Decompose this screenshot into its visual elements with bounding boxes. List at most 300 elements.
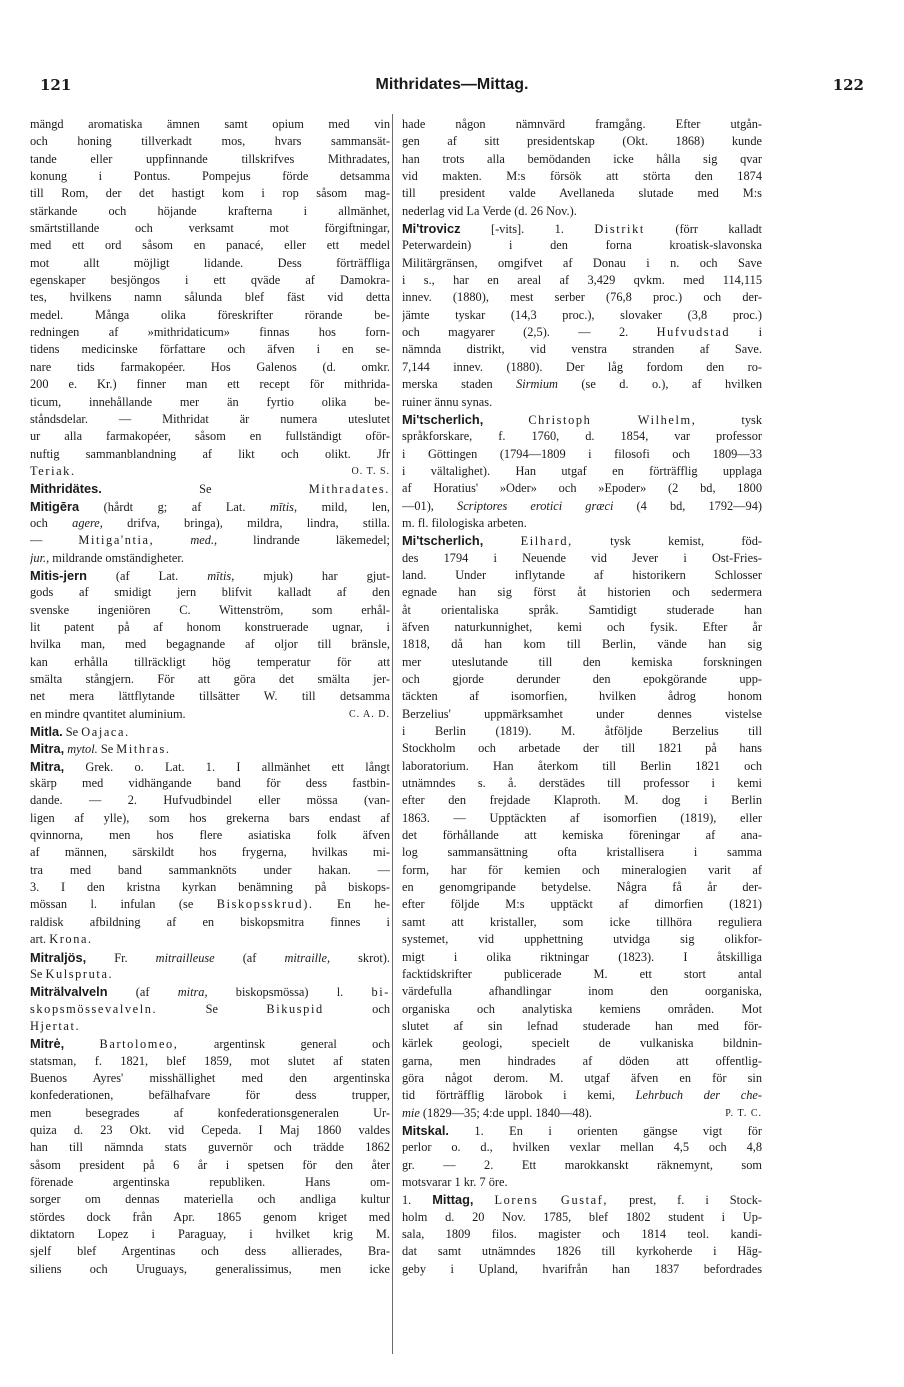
text-line xyxy=(30,515,390,532)
text-run: mytol. xyxy=(67,742,98,757)
text-line xyxy=(402,1053,762,1070)
text-line xyxy=(30,1087,390,1104)
text-line xyxy=(30,1191,390,1208)
text-line xyxy=(402,341,762,358)
text-line xyxy=(402,463,762,480)
text-line xyxy=(30,810,390,827)
text-line xyxy=(402,376,762,393)
text-line xyxy=(30,532,390,549)
text-run: nämnda distrikt, vid venstra stranden af Save. xyxy=(402,342,762,357)
text-run: (af xyxy=(107,985,178,1000)
text-line xyxy=(402,498,762,515)
text-run: [-vits]. 1. xyxy=(460,222,595,237)
entry-headword: Mitrė, xyxy=(30,1036,65,1052)
text-run: slutet af sin lefnad studerade han med för- xyxy=(402,1018,762,1033)
text-run: Peterwardein) i den forna kroatisk-slavonska xyxy=(402,238,762,253)
text-line xyxy=(402,116,762,133)
text-run: m. fl. filologiska arbeten. xyxy=(402,515,527,530)
text-run: Distrikt xyxy=(594,222,645,237)
text-run: Kulspruta. xyxy=(45,966,114,981)
text-run: Mithradates. xyxy=(308,482,390,497)
text-run: gen af sitt presidentskap (Okt. 1868) kunde xyxy=(402,134,762,149)
text-run: dat samt utnämndes 1826 till kyrkoherde i Häg- xyxy=(402,1244,762,1259)
text-run: sala, 1809 filos. magister och 1814 teol. kandi- xyxy=(402,1227,762,1241)
text-run: Se xyxy=(30,966,46,981)
text-run xyxy=(64,1037,99,1051)
text-run: konfederationen, befälhafvare för dess trupper, xyxy=(30,1088,390,1103)
text-line xyxy=(30,688,390,705)
text-run: raldisk afbildning af en biskopsmitra finnes i xyxy=(30,914,390,929)
running-title: Mithridates—Mittag. xyxy=(375,76,529,93)
text-line xyxy=(402,289,762,306)
text-line xyxy=(30,1261,390,1278)
text-line xyxy=(402,1261,762,1278)
entry-headword: Mitraljös, xyxy=(30,949,87,965)
text-run: net mera lättflytande tillsätter W. till detsamma xyxy=(30,689,390,704)
text-run: ur alla farmakopéer, såsom en fullständigt oför- xyxy=(30,429,390,444)
text-line xyxy=(402,255,762,272)
author-signature: P. T. C. xyxy=(725,1107,762,1119)
text-run: han trots alla bemödanden icke hålla sig qvar xyxy=(402,151,762,166)
entry-headword: Mitra, xyxy=(30,741,65,757)
left-column xyxy=(30,116,390,1278)
text-run: egnade han sig först åt historien och sedermera xyxy=(402,585,762,600)
text-run: 1. En i orienten gängse vigt för xyxy=(448,1123,762,1138)
text-run: nare tids farmakopéer. Hos Galenos (d. omkr. xyxy=(30,359,390,374)
text-line xyxy=(402,480,762,497)
text-run: mitrailleuse xyxy=(155,950,215,965)
page-number-left: 121 xyxy=(40,76,72,94)
text-run: en mindre qvantitet aluminium. xyxy=(30,706,186,721)
text-run: Militärgränsen, omgifvet af Donau i n. och Save xyxy=(402,255,762,270)
text-line xyxy=(30,307,390,324)
text-run: i s., har en areal af 3,429 qvkm. med 114,115 xyxy=(402,273,762,288)
text-run: ståndsdelar. — Mithridat är numera uteslutet xyxy=(30,411,390,426)
text-line xyxy=(30,359,390,376)
text-run: — xyxy=(30,533,79,548)
text-run: kan erhålla tillräckligt hög temperatur för att xyxy=(30,654,390,669)
text-line xyxy=(30,584,390,601)
text-run: (förr kalladt xyxy=(644,222,762,237)
text-run: mössan l. infulan (se xyxy=(30,897,217,912)
text-run: quiza d. 23 Okt. vid Cepeda. I Maj 1860 valdes xyxy=(30,1122,390,1137)
text-run: holm d. 20 Nov. 1785, blef 1802 student i Up- xyxy=(402,1209,762,1224)
text-run: geby i Upland, hvarifrån han 1837 befordrades xyxy=(402,1261,762,1276)
text-run: tysk kemist, föd- xyxy=(572,534,762,549)
text-run: Fr. xyxy=(86,950,156,965)
text-line xyxy=(30,1105,390,1122)
text-line xyxy=(402,671,762,688)
text-run: mitra, xyxy=(177,985,208,1000)
text-line xyxy=(30,723,390,740)
text-run: Sirmium xyxy=(516,377,558,392)
text-run: form, har för kemien och mineralogien varit af xyxy=(402,862,762,877)
text-run: systemet, vid upphettning utvidga sig olikfor- xyxy=(402,932,762,947)
text-line xyxy=(402,723,762,740)
text-line xyxy=(402,688,762,705)
text-line xyxy=(402,966,762,983)
text-line xyxy=(30,203,390,220)
text-line xyxy=(30,220,390,237)
text-line xyxy=(30,272,390,289)
text-run: smälta stångjern. För att göra det smälta jer- xyxy=(30,672,390,686)
entry-headword: Mitra, xyxy=(30,758,65,774)
entry-headword: Mitis-jern xyxy=(30,567,87,583)
text-line xyxy=(402,792,762,809)
text-line xyxy=(402,133,762,150)
text-run: åt orientaliska språk. Samtidigt studerade han xyxy=(402,602,762,617)
text-run: des 1794 i Neuende vid Jever i Ost-Fries- xyxy=(402,550,762,565)
text-line xyxy=(402,185,762,202)
text-run: smärtstillande och verksamt mot förgiftningar, xyxy=(30,221,390,236)
text-run: jämte tyskar (14,3 proc.), slovaker (3,8 proc.) xyxy=(402,307,762,322)
text-line xyxy=(30,706,390,723)
text-run: lit patent på af honom konstruerade ugnar, i xyxy=(30,619,390,634)
text-run: mängd aromatiska ämnen samt opium med vin xyxy=(30,117,390,131)
text-run: Bartolomeo, xyxy=(99,1037,179,1052)
text-line xyxy=(402,931,762,948)
column-divider xyxy=(392,114,393,1354)
text-line xyxy=(402,428,762,445)
text-run: ruiner ännu synas. xyxy=(402,394,493,409)
page-number-right: 122 xyxy=(832,76,864,94)
text-line xyxy=(30,255,390,272)
text-line xyxy=(30,1174,390,1191)
text-run xyxy=(154,533,190,547)
entry-headword: Mi'trovicz xyxy=(402,221,461,237)
text-run: Biskopsskrud). xyxy=(216,897,314,912)
text-line xyxy=(402,1226,762,1243)
text-run: Bikuspid xyxy=(266,1001,324,1016)
text-line xyxy=(402,1139,762,1156)
text-run: tra med band sammanknöts under hakan. — xyxy=(30,862,390,877)
text-run: skrot). xyxy=(330,950,390,965)
text-line xyxy=(402,532,762,549)
text-run: gods af smidigt jern blifvit kalladt af den xyxy=(30,585,390,600)
text-line xyxy=(30,949,390,966)
text-line xyxy=(30,480,390,497)
text-run: med ett ord såsom en panacé, eller ett medel xyxy=(30,238,390,253)
text-run: medel. Många olika föreskrifter rörande be- xyxy=(30,307,390,322)
text-run: stärkande och höjande krafterna i allmänhet, xyxy=(30,203,390,218)
text-line xyxy=(30,151,390,168)
text-line xyxy=(402,324,762,341)
text-run: log sammansättning ofta kristallisera i samma xyxy=(402,845,762,860)
text-run: bi- xyxy=(371,985,390,1000)
text-run: med., xyxy=(190,533,218,548)
text-run: diktatorn Lopez i Paraguay, i hvilket krig M. xyxy=(30,1227,390,1241)
text-run: till Rom, der det hastigt kom i rop såsom mag- xyxy=(30,186,390,201)
text-run: nederlag vid La Verde (d. 26 Nov.). xyxy=(402,203,577,218)
text-run: sjelf blef Argentinas och dess allierades, Bra- xyxy=(30,1244,390,1259)
text-run: art. xyxy=(30,932,50,947)
text-line xyxy=(30,1157,390,1174)
text-run: 7,144 innev. (1880). Der låg fordom den ro- xyxy=(402,359,762,374)
text-run: Grek. o. Lat. 1. I allmänhet ett långt xyxy=(64,759,390,774)
text-run: ticum, innehållande mer än fyrtio olika be- xyxy=(30,394,390,409)
right-column xyxy=(402,116,762,1278)
text-line xyxy=(30,914,390,931)
author-signature: C. A. D. xyxy=(348,708,390,720)
text-run: Christoph Wilhelm, xyxy=(528,412,697,427)
text-run: mītis, xyxy=(269,499,298,514)
text-line xyxy=(402,1087,762,1104)
text-run: Lehrbuch der che- xyxy=(635,1088,762,1103)
text-line xyxy=(30,1018,390,1035)
text-run: statsman, f. 1821, blef 1859, mot slutet af staten xyxy=(30,1053,390,1068)
text-run: laboratorium. Han återkom till Berlin 1821 och xyxy=(402,758,762,773)
entry-headword: Mitskal. xyxy=(402,1122,449,1138)
text-line xyxy=(30,341,390,358)
text-line xyxy=(30,428,390,445)
text-line xyxy=(30,758,390,775)
text-run: Eilhard, xyxy=(520,534,573,549)
text-run: En he- xyxy=(313,897,390,912)
page-header xyxy=(40,76,864,100)
text-run: Krona. xyxy=(49,932,93,947)
text-run: svenske ingeniören C. Wittenström, som erhål- xyxy=(30,602,390,617)
text-run: af männen, särskildt hos frygerna, hvilkas mi- xyxy=(30,845,390,860)
text-run: Hufvudstad xyxy=(656,325,731,340)
text-run: värdefulla afhandlingar inom den oorganiska, xyxy=(402,984,762,999)
text-run: sorger om dennas materiella och andliga kultur xyxy=(30,1192,390,1207)
text-line xyxy=(30,1053,390,1070)
text-run: 3. I den kristna kyrkan benämning på biskops- xyxy=(30,880,390,895)
text-line xyxy=(30,133,390,150)
text-run: men besegrades af konfederationsgeneralen Ur- xyxy=(30,1105,390,1120)
text-line xyxy=(402,1001,762,1018)
text-run: organiska och analytiska kemiens områden. Mot xyxy=(402,1001,762,1016)
text-line xyxy=(402,775,762,792)
text-line xyxy=(402,1035,762,1052)
entry-headword: Mi'tscherlich, xyxy=(402,411,484,427)
text-line xyxy=(30,1226,390,1243)
text-run: ligen af ylle), som hos grekerna bars endast af xyxy=(30,810,390,825)
text-run: mild, len, xyxy=(297,499,390,514)
text-run: Se xyxy=(97,742,117,757)
text-run: och xyxy=(323,1001,390,1016)
text-run: dande. — 2. Hufvudbindel eller mössa (van- xyxy=(30,793,390,808)
text-line xyxy=(30,740,390,757)
text-line xyxy=(30,792,390,809)
text-run: utnämndes s. å. derstädes till professor i kemi xyxy=(402,776,762,791)
text-line xyxy=(30,394,390,411)
text-line xyxy=(402,654,762,671)
text-run: (hårdt g; af Lat. xyxy=(79,499,270,514)
text-run: skopsmössevalveln. xyxy=(30,1001,158,1016)
text-line xyxy=(402,1209,762,1226)
text-run: mjuk) har gjut- xyxy=(234,568,390,583)
text-run: konung i Pontus. Pompejus förde detsamma xyxy=(30,169,390,184)
entry-headword: Mitla. xyxy=(30,724,63,740)
text-line xyxy=(402,914,762,931)
text-line xyxy=(30,619,390,636)
text-run: innev. (1880), mest serber (76,8 proc.) och der- xyxy=(402,290,762,305)
text-run: äfven naturkunnighet, kemi och fysik. Efter år xyxy=(402,619,762,634)
entry-headword: Mithridätes. xyxy=(30,481,102,497)
text-line xyxy=(402,844,762,861)
text-line xyxy=(30,1122,390,1139)
text-run: mer uteslutande till den kemiska forskningen xyxy=(402,654,762,669)
text-run xyxy=(483,534,520,548)
text-run: hvilka man, med begagnande af oljor till bränsle, xyxy=(30,637,390,652)
text-run: Se xyxy=(157,1001,267,1016)
text-line xyxy=(402,983,762,1000)
entry-headword: Mittag, xyxy=(432,1192,474,1208)
text-run: migt i olika riktningar (1823). I åtskilliga xyxy=(402,949,762,964)
text-line xyxy=(30,862,390,879)
text-run: prest, f. i Stock- xyxy=(608,1193,762,1208)
text-line xyxy=(30,896,390,913)
text-run: i xyxy=(730,325,762,340)
text-run: tysk xyxy=(696,412,762,427)
text-run: 1863. — Upptäckten af isomorfien (1819), eller xyxy=(402,810,762,825)
text-line xyxy=(402,584,762,601)
text-run: facktidskrifter publicerade M. ett stort antal xyxy=(402,966,762,981)
text-line xyxy=(30,827,390,844)
text-line xyxy=(402,550,762,567)
text-run: Se xyxy=(101,482,309,497)
text-run: i Berlin (1819). M. åtföljde Berzelius till xyxy=(402,724,762,739)
text-line xyxy=(30,654,390,671)
text-run: garna, men hindrades af döden att offentlig- xyxy=(402,1053,762,1068)
text-run: hade någon nämnvärd framgång. Efter utgån- xyxy=(402,117,762,131)
text-line xyxy=(30,463,390,480)
text-run: merska staden xyxy=(402,377,517,392)
text-line xyxy=(402,237,762,254)
text-run: (af xyxy=(214,950,285,965)
text-line xyxy=(402,758,762,775)
text-run: Stockholm och arbetade der till 1821 på hans xyxy=(402,741,762,756)
text-run: i vältalighet). Han utgaf en förträfflig upplaga xyxy=(402,463,762,478)
text-run: af Horatius' »Oder» och »Epoder» (2 bd, 1800 xyxy=(402,481,762,496)
text-line xyxy=(30,671,390,688)
text-run: det förhållande att kemiska föreningar af ana- xyxy=(402,828,762,843)
text-run: Mitiga'ntia, xyxy=(78,533,155,548)
text-run: i Göttingen (1794—1809 i filosofi och 1809—33 xyxy=(402,446,762,461)
text-run: till president valde Avellaneda slutade med M:s xyxy=(402,186,762,201)
text-run: tes, hvilkens namn sålunda blef fäst vid detta xyxy=(30,290,390,305)
text-run: qvinnorna, men hos flere asiatiska folk äfven xyxy=(30,828,390,843)
entry-headword: Mitigēra xyxy=(30,498,80,514)
text-line xyxy=(30,879,390,896)
text-line xyxy=(30,844,390,861)
text-run: , mildrande omständigheter. xyxy=(46,550,184,565)
text-run: mītis, xyxy=(207,568,235,583)
text-line xyxy=(30,498,390,515)
text-run: tid förträfflig lärobok i kemi, xyxy=(402,1088,636,1103)
text-line xyxy=(402,1018,762,1035)
text-line xyxy=(402,879,762,896)
text-line xyxy=(402,220,762,237)
text-run: efter den frejdade Klaproth. M. dog i Berlin xyxy=(402,793,762,808)
text-run: redningen af »mithridaticum» finnas hos forn- xyxy=(30,325,390,340)
text-run: språkforskare, f. 1760, d. 1854, var professor xyxy=(402,429,762,444)
text-line xyxy=(30,289,390,306)
text-line xyxy=(30,1139,390,1156)
text-line xyxy=(30,1070,390,1087)
text-line xyxy=(30,1209,390,1226)
text-run: 1818, då han kom till Berlin, vände han sig xyxy=(402,637,762,652)
text-run: stördes dock från Apr. 1865 genom kriget med xyxy=(30,1209,390,1224)
text-run: han till nämnda stats guvernör och trädde 1862 xyxy=(30,1140,390,1155)
entry-headword: Miträlvalveln xyxy=(30,984,108,1000)
text-run: efter följde M:s upptäckt af dimorfien (1821) xyxy=(402,897,762,912)
text-run: mitraille, xyxy=(284,950,331,965)
text-line xyxy=(402,1105,762,1122)
text-run: och honing tillverkadt mos, hvars sammansät- xyxy=(30,134,390,149)
text-line xyxy=(402,1070,762,1087)
text-line xyxy=(402,394,762,411)
text-line xyxy=(402,151,762,168)
text-line xyxy=(30,116,390,133)
text-line xyxy=(30,237,390,254)
text-run: nuftig sammanblandning af likt och olikt. Jfr xyxy=(30,446,390,461)
text-line xyxy=(402,1174,762,1191)
text-run: agere, xyxy=(72,515,103,530)
text-line xyxy=(402,446,762,463)
text-run: Scriptores erotici græci xyxy=(457,498,614,513)
text-run: Se xyxy=(62,725,82,740)
text-run: Mithras. xyxy=(116,742,171,757)
text-run: och gjorde derunder den epokgörande upp- xyxy=(402,672,762,686)
text-line xyxy=(30,376,390,393)
text-line xyxy=(402,740,762,757)
text-run: Hjertat. xyxy=(30,1018,81,1033)
text-line xyxy=(30,1001,390,1018)
entry-headword: Mi'tscherlich, xyxy=(402,533,484,549)
text-line xyxy=(402,359,762,376)
text-run: och magyarer (2,5). — 2. xyxy=(402,325,657,340)
text-run: egenskaper besjöngos i ett qväde af Damokra- xyxy=(30,273,390,288)
text-run: gr. — 2. Ett marokkanskt räknemynt, som xyxy=(402,1157,762,1172)
text-run: jur. xyxy=(30,550,47,565)
text-run: förenade argentinska republiken. Hans om- xyxy=(30,1174,390,1189)
text-run: mot allt möjligt lidande. Dess förträffliga xyxy=(30,255,390,270)
text-line xyxy=(30,550,390,567)
author-signature: O. T. S. xyxy=(351,465,390,477)
text-line xyxy=(30,168,390,185)
text-line xyxy=(30,1243,390,1260)
text-line xyxy=(30,983,390,1000)
text-line xyxy=(30,324,390,341)
text-run: 1. xyxy=(402,1193,433,1208)
text-run: land. Under inflytande af historikern Schlosser xyxy=(402,567,762,582)
text-run: 200 e. Kr.) finner man ett recept för mithrida- xyxy=(30,377,390,392)
text-run: en genomgripande betydelse. Några få år der- xyxy=(402,880,762,895)
text-line xyxy=(402,515,762,532)
text-line xyxy=(402,1157,762,1174)
text-run xyxy=(473,1193,494,1207)
text-line xyxy=(402,619,762,636)
text-line xyxy=(402,827,762,844)
text-line xyxy=(402,706,762,723)
text-line xyxy=(30,602,390,619)
text-run: siliens och Uruguays, generalissimus, men icke xyxy=(30,1261,390,1276)
text-run: vid makten. M:s försök att störta den 1874 xyxy=(402,169,762,184)
text-line xyxy=(30,636,390,653)
text-run: Oajaca. xyxy=(81,725,130,740)
text-run: och xyxy=(30,515,73,530)
text-line xyxy=(402,1122,762,1139)
text-run: (1829—35; 4:de uppl. 1840—48). xyxy=(419,1105,592,1120)
text-run: lindrande läkemedel; xyxy=(217,533,390,548)
text-run: såsom president på 6 år i spetsen för den åter xyxy=(30,1157,390,1172)
text-run: —01), xyxy=(402,498,458,513)
text-run: Lorens Gustaf, xyxy=(494,1193,609,1208)
text-run: (4 bd, 1792—94) xyxy=(613,498,762,513)
text-run: göra något derom. M. utgaf äfven en för sin xyxy=(402,1070,762,1085)
